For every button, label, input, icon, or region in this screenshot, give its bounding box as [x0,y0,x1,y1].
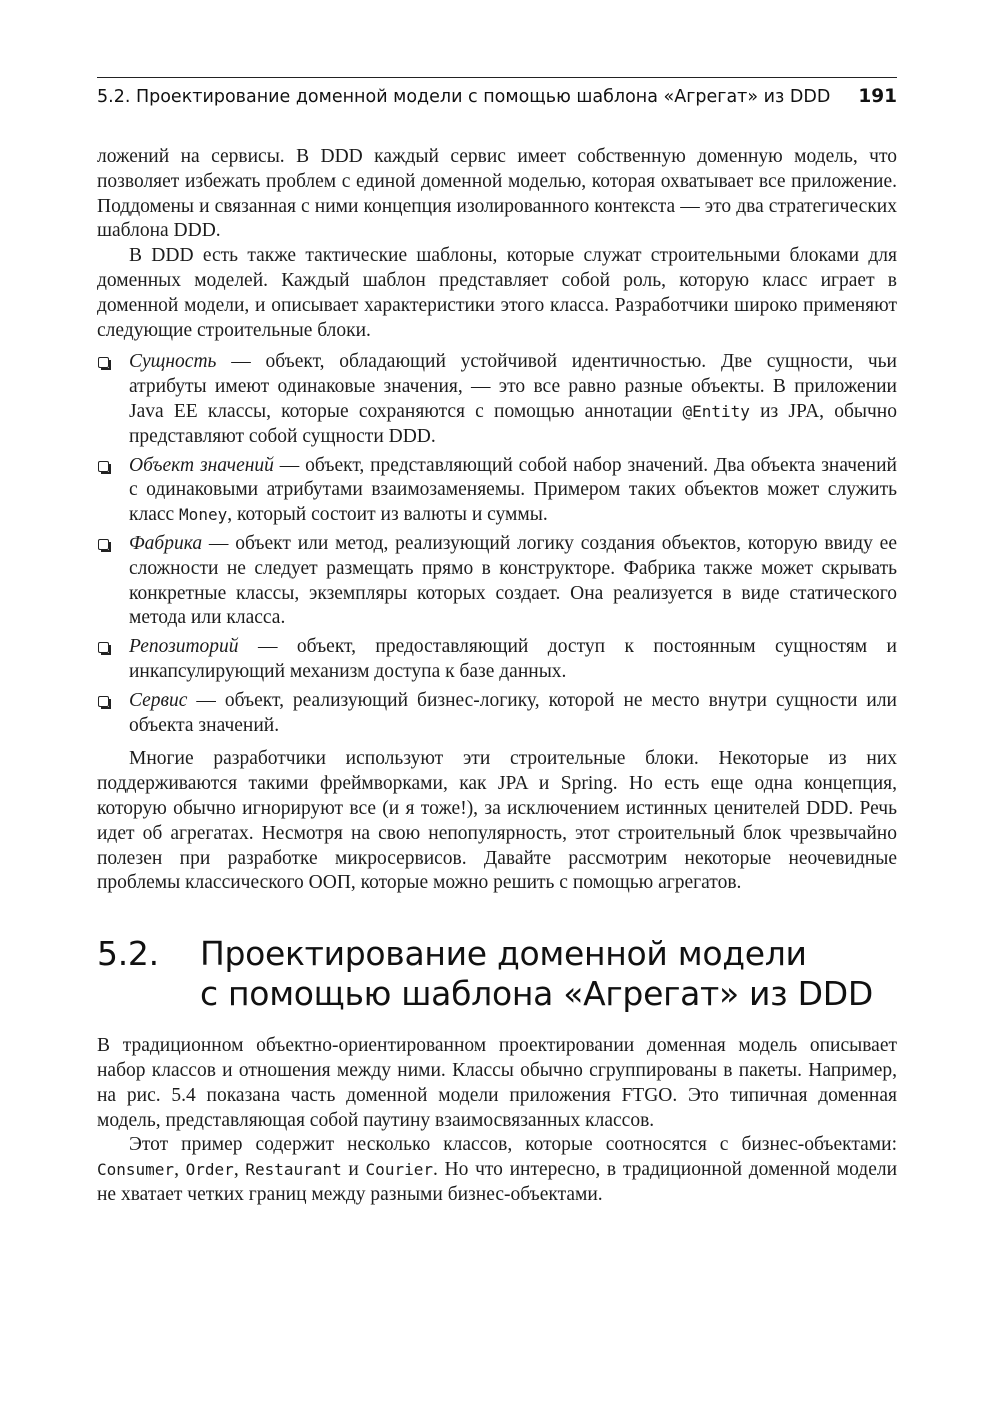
running-title: 5.2. Проектирование доменной модели с помощью шаблона «Агрегат» из DDD [97,86,831,107]
definition-text: — объект, представляющий собой набор значений. Два объекта значений с одинаковыми атрибутами взаимозаменяемы. Примером таких объектов может служить класс [129,454,897,526]
list-item [97,689,897,739]
section-number: 5.2. [97,934,159,974]
separator: , [233,1159,246,1181]
paragraph-text: . Но что интересно, в традиционной доменной модели не хватает четких границ между разными бизнес-объектами. [97,1159,898,1205]
paragraph: В традиционном объектно-ориентированном проектировании доменная модель описывает набор классов и отношения между ними. Классы обычно сгруппированы в пакеты. Например, на рис. 5.4 показана часть доменной модели приложения FTGO. Это типичная доменная модель, представляющая собой паутину взаимосвязанных классов. [97,1035,897,1131]
section-title [200,934,897,1014]
inline-code: Courier [365,1160,433,1180]
page-body [97,145,897,1208]
inline-code: Money [179,505,228,525]
definition-text: — объект, обладающий устойчивой идентичностью. Две сущности, чьи атрибуты имеют одинаковые значения, — это все равно разные объекты. В приложении Java EE классы, которые сохраняются с помощью аннотации [129,351,897,422]
paragraph: Многие разработчики используют эти строительные блоки. Некоторые из них поддерживаются такими фреймворками, как JPA и Spring. Но есть еще одна концепция, которую обычно игнорируют все (и я тоже!), за исключением истинных ценителей DDD. Речь идет об агрегатах. Несмотря на свою непопулярность, этот строительный блок чрезвычайно полезен при разработке микросервисов. Давайте рассмотрим некоторые неочевидные проблемы классического ООП, которые можно решить с помощью агрегатов. [97,748,897,894]
running-header [97,77,897,111]
paragraph: В DDD есть также тактические шаблоны, которые служат строительными блоками для доменных моделей. Каждый шаблон представляет собой роль, которую класс играет в доменной модели, и описывает характеристики этого класса. Разработчики широко применяют следующие строительные блоки. [97,245,897,341]
definition-text: — объект, реализующий бизнес-логику, которой не место внутри сущности или объекта значений. [129,689,897,736]
definition-text: — объект или метод, реализующий логику создания объектов, которую ввиду ее сложности не следует размещать прямо в конструкторе. Фабрика также может скрывать конкретные классы, экземпляры которых создает. Она реализуется в виде статического метода или класса. [129,532,897,629]
inline-code: Order [185,1160,234,1180]
inline-code: Restaurant [245,1160,342,1180]
separator: , [174,1159,186,1181]
section-title-line: Проектирование доменной модели [200,934,807,974]
list-item [97,350,897,449]
definition-text: из JPA, обычно представляют собой сущности DDD. [129,400,897,447]
building-blocks-list [97,350,897,738]
checkbox-bullet-icon [98,539,109,550]
term: Фабрика [129,532,203,554]
separator: и [341,1159,366,1181]
term: Репозиторий [129,636,239,658]
page-number: 191 [858,86,897,107]
list-item [97,532,897,631]
inline-code: Consumer [97,1160,175,1180]
definition-text: — объект, предоставляющий доступ к постоянным сущностям и инкапсулирующий механизм доступа к базе данных. [129,636,897,682]
checkbox-bullet-icon [98,642,109,653]
paragraph: ложений на сервисы. В DDD каждый сервис имеет собственную доменную модель, что позволяет избежать проблем с единой доменной моделью, которая охватывает все приложение. Поддомены и связанная с ними концепция изолированного контекста — это два стратегических шаблона DDD. [97,146,897,242]
term: Сервис [129,689,188,711]
section-title-line: с помощью шаблона «Агрегат» из DDD [200,974,873,1014]
term: Объект значений [129,454,274,476]
list-item [97,454,897,528]
section-heading [97,934,897,1014]
term: Сущность [129,351,217,373]
inline-code: @Entity [682,401,750,421]
list-item [97,635,897,685]
checkbox-bullet-icon [98,696,109,707]
checkbox-bullet-icon [98,461,109,472]
paragraph-text: Этот пример содержит несколько классов, которые соотносятся с бизнес-объектами: [129,1134,897,1156]
definition-text: , который состоит из валюты и суммы. [227,504,548,526]
checkbox-bullet-icon [98,357,109,368]
paragraph [97,1133,897,1207]
